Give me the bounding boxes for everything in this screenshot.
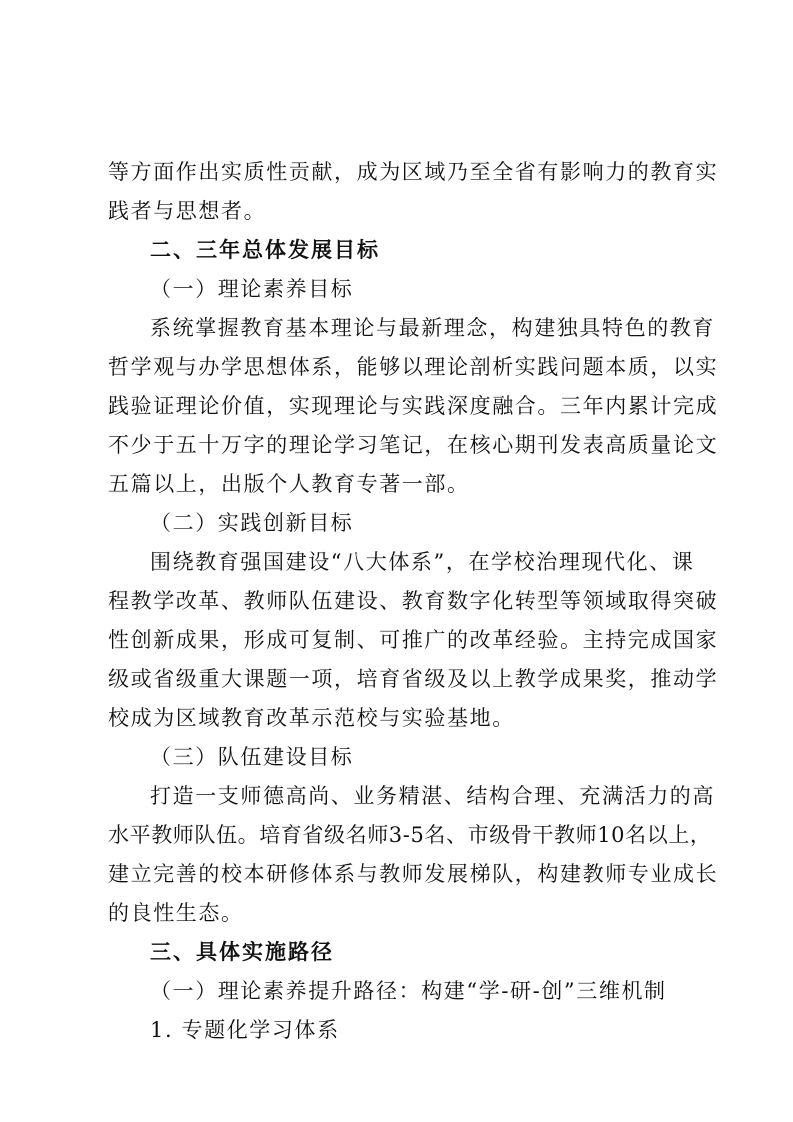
body-line: 水平教师队伍。培育省级名师3-5名、市级骨干教师10名以上，	[108, 823, 712, 847]
body-line: 程教学改革、教师队伍建设、教育数字化转型等领域取得突破	[108, 589, 719, 613]
section-heading: 二、三年总体发展目标	[150, 237, 380, 262]
subsection-heading: （一）理论素养目标	[150, 277, 354, 301]
body-line: 等方面作出实质性贡献，成为区域乃至全省有影响力的教育实	[108, 160, 719, 184]
subsection-heading: （一）理论素养提升路径：构建“学-研-创”三维机制	[150, 979, 667, 1003]
body-line: 围绕教育强国建设“八大体系”，在学校治理现代化、课	[150, 550, 695, 574]
subsection-heading: （二）实践创新目标	[150, 511, 354, 535]
body-line: 级或省级重大课题一项，培育省级及以上教学成果奖，推动学	[108, 667, 719, 691]
subsection-heading: （三）队伍建设目标	[150, 745, 354, 769]
body-line: 校成为区域教育改革示范校与实验基地。	[108, 706, 515, 730]
list-item-heading: 1. 专题化学习体系	[150, 1018, 340, 1042]
body-line: 五篇以上，出版个人教育专著一部。	[108, 472, 470, 496]
body-line: 建立完善的校本研修体系与教师发展梯队，构建教师专业成长	[108, 862, 719, 886]
body-line: 打造一支师德高尚、业务精湛、结构合理、充满活力的高	[150, 784, 715, 808]
body-line: 践验证理论价值，实现理论与实践深度融合。三年内累计完成	[108, 394, 719, 418]
body-line: 践者与思想者。	[108, 199, 267, 223]
body-line: 不少于五十万字的理论学习笔记，在核心期刊发表高质量论文	[108, 433, 719, 457]
body-line: 哲学观与办学思想体系，能够以理论剖析实践问题本质，以实	[108, 355, 719, 379]
body-line: 系统掌握教育基本理论与最新理念，构建独具特色的教育	[150, 316, 715, 340]
section-heading: 三、具体实施路径	[150, 939, 334, 964]
body-line: 的良性生态。	[108, 901, 244, 925]
body-line: 性创新成果，形成可复制、可推广的改革经验。主持完成国家	[108, 628, 719, 652]
